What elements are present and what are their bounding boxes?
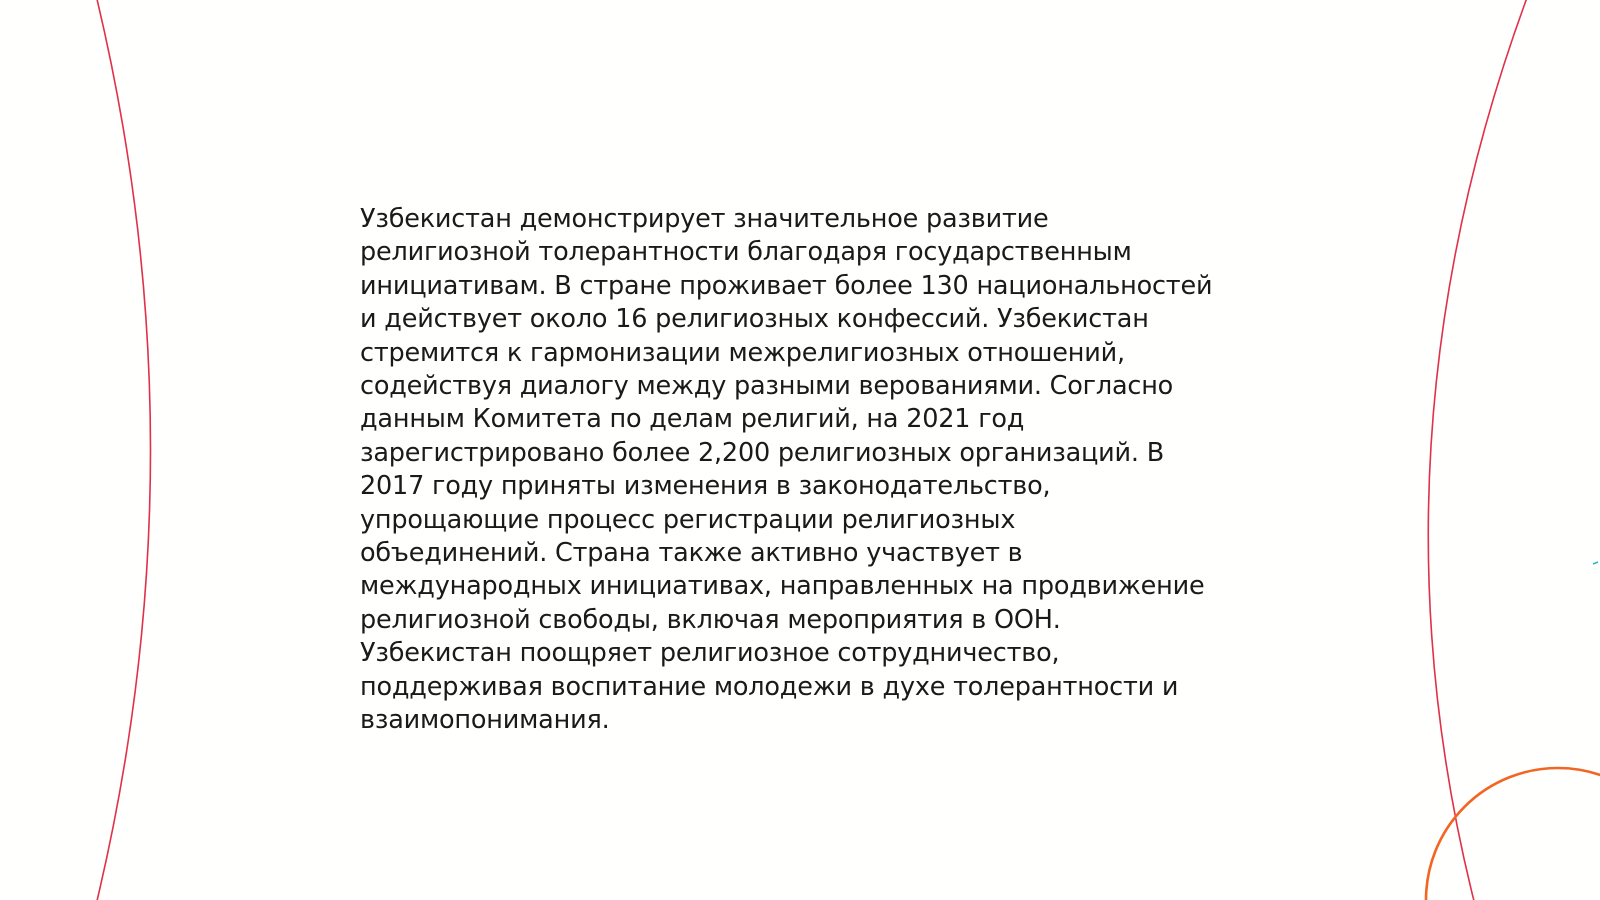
paragraph-line: международных инициативах, направленных на продвижение <box>360 571 1205 602</box>
orange-circle-outline <box>1426 768 1600 900</box>
paragraph-line: упрощающие процесс регистрации религиозных <box>360 504 1016 535</box>
paragraph-line: и действует около 16 религиозных конфессий. Узбекистан <box>360 304 1149 335</box>
paragraph-line: поддерживая воспитание молодежи в духе толерантности и <box>360 671 1179 702</box>
teal-accent-mark <box>1593 562 1598 564</box>
paragraph-line: стремится к гармонизации межрелигиозных отношений, <box>360 337 1125 368</box>
paragraph-line: содействуя диалогу между разными верованиями. Согласно <box>360 371 1174 402</box>
paragraph-line: инициативам. В стране проживает более 130 национальностей <box>360 270 1213 301</box>
paragraph-line: Узбекистан демонстрирует значительное развитие <box>360 204 1049 234</box>
paragraph-line: Узбекистан поощряет религиозное сотрудничество, <box>360 638 1060 669</box>
right-arc-line <box>1428 0 1528 900</box>
left-arc-line <box>96 0 151 900</box>
paragraph-line: взаимопонимания. <box>360 705 610 736</box>
paragraph-line: данным Комитета по делам религий, на 2021 год <box>360 404 1025 435</box>
paragraph-line: 2017 году приняты изменения в законодательство, <box>360 471 1051 502</box>
paragraph-line: религиозной свободы, включая мероприятия в ООН. <box>360 604 1061 635</box>
paragraph-line: зарегистрировано более 2,200 религиозных организаций. В <box>360 437 1165 468</box>
main-paragraph <box>360 203 1260 738</box>
paragraph-line: религиозной толерантности благодаря государственным <box>360 237 1132 268</box>
paragraph-line: объединений. Страна также активно участвует в <box>360 538 1023 569</box>
